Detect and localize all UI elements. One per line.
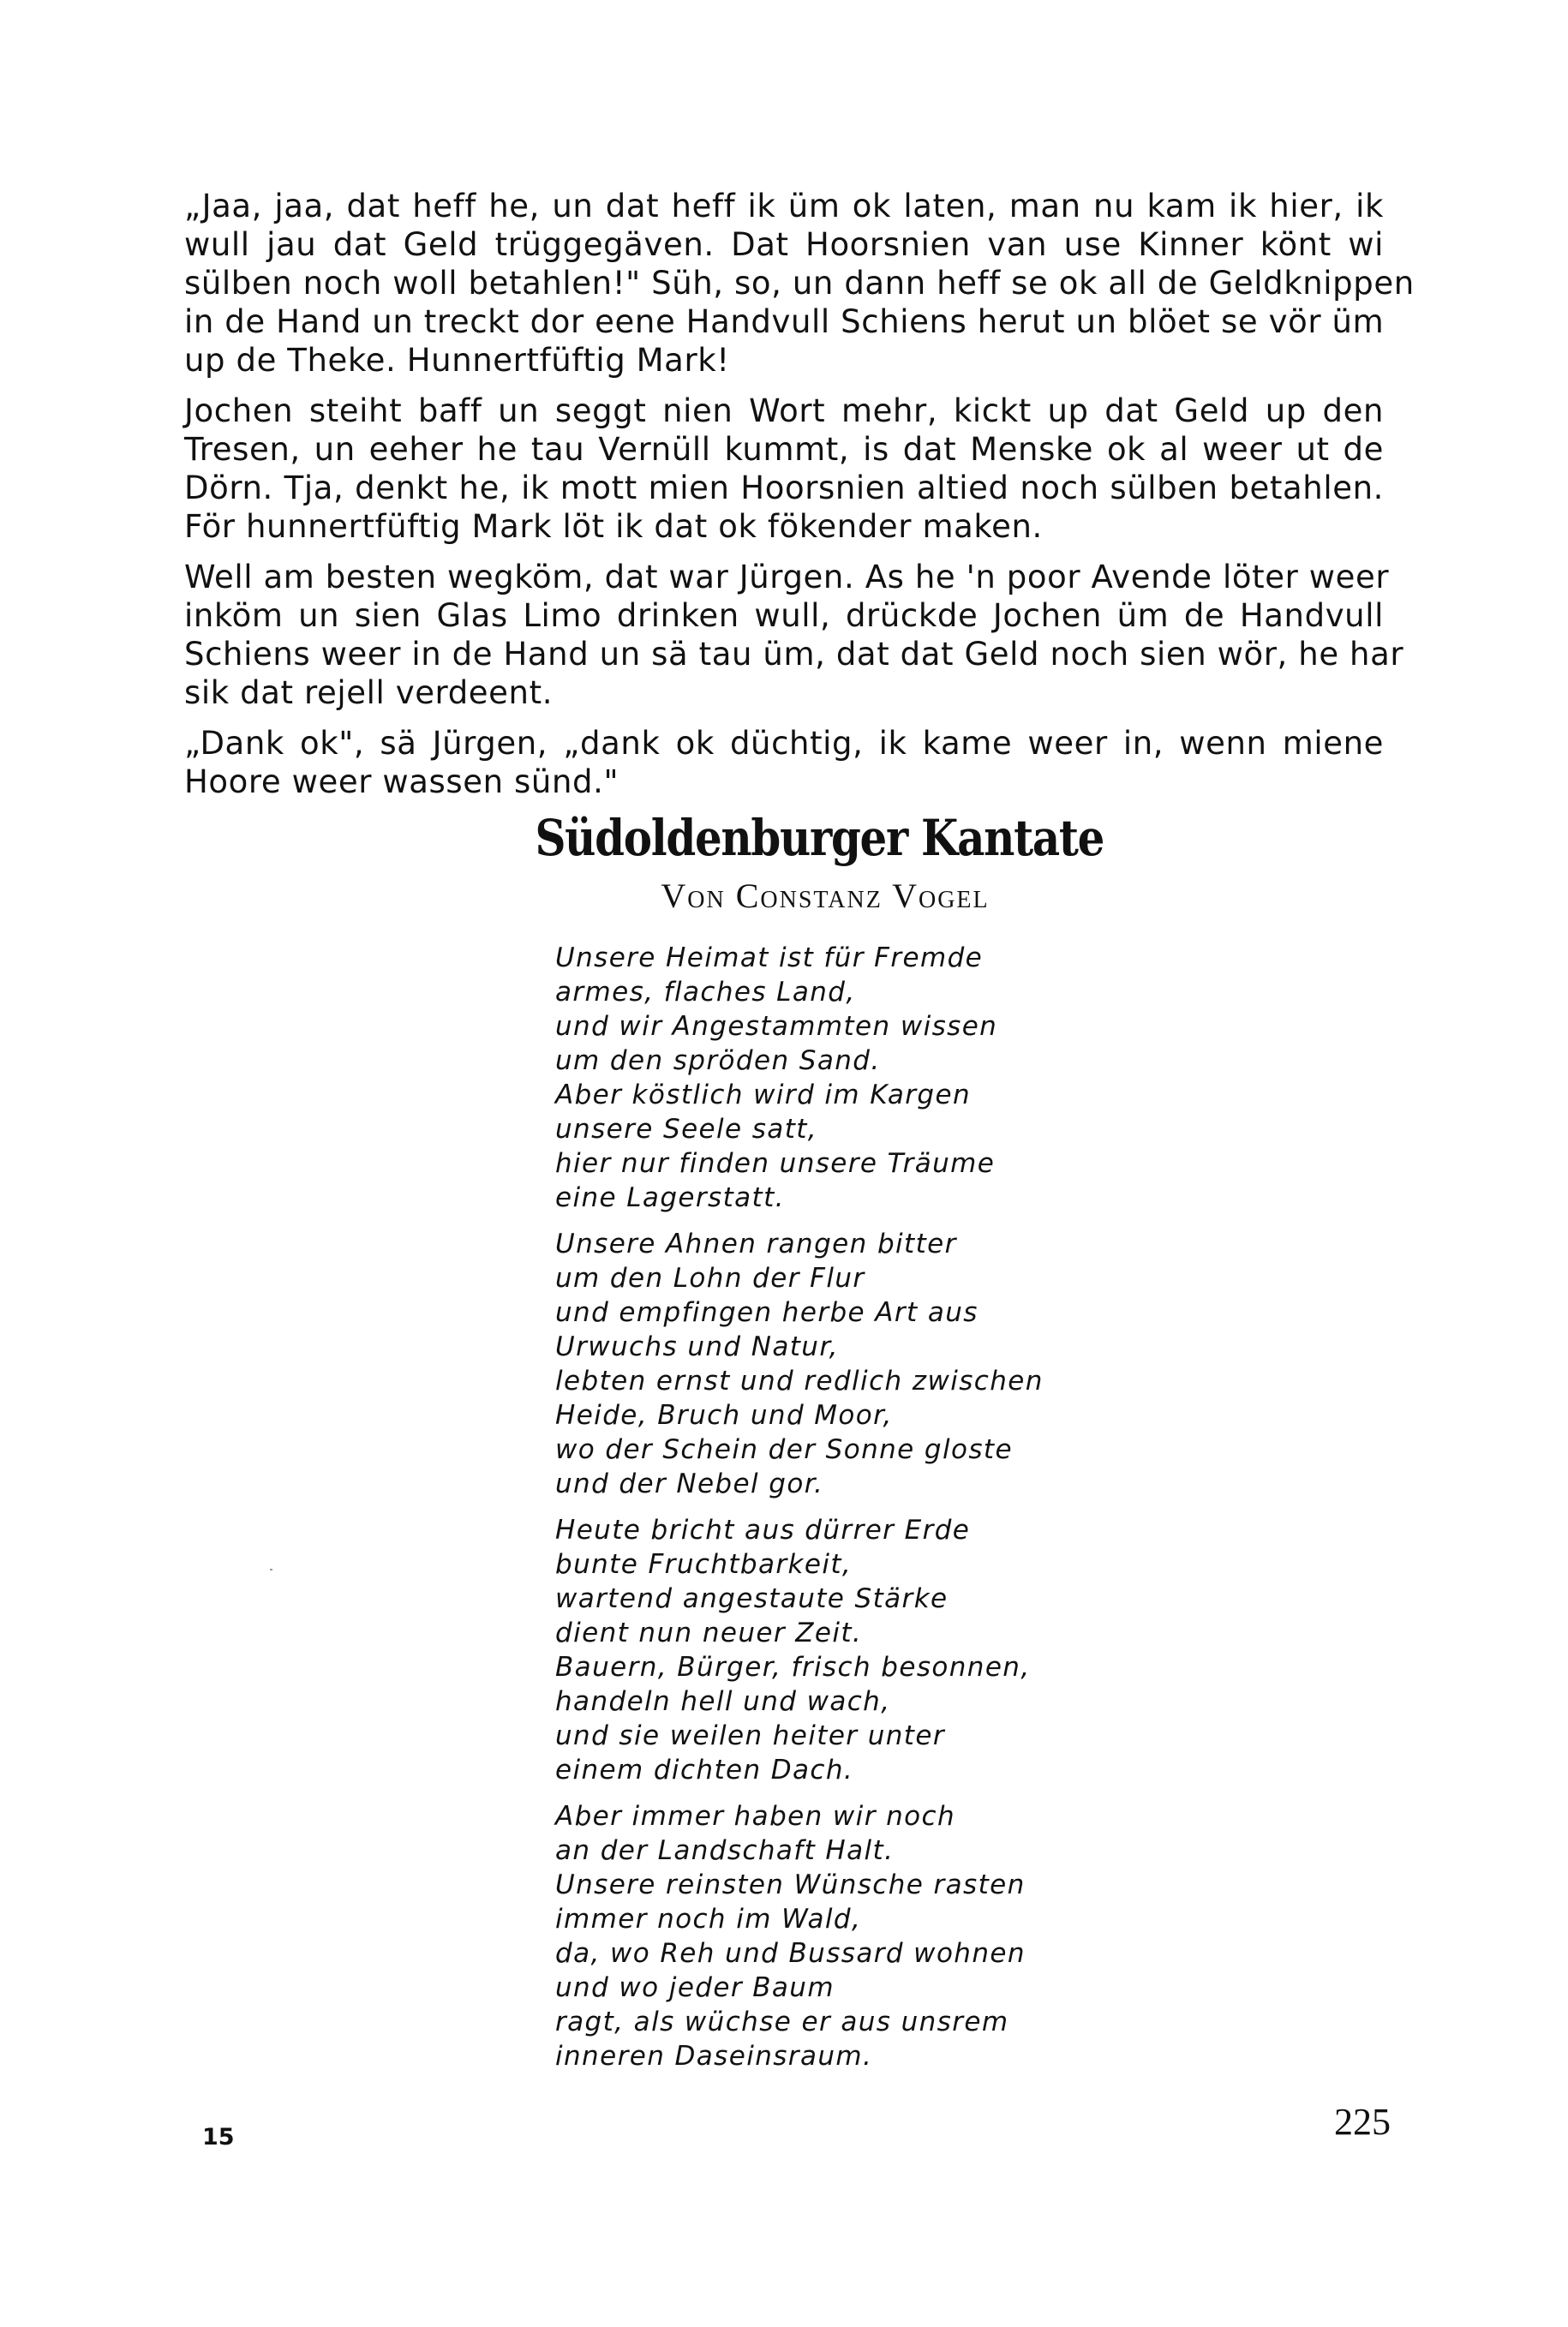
- poem-body: [555, 941, 1069, 2085]
- verse-line: immer noch im Wald,: [555, 1904, 862, 1935]
- verse-line: da, wo Reh und Bussard wohnen: [555, 1938, 1026, 1969]
- paragraph: [184, 724, 1384, 801]
- verse-line: eine Lagerstatt.: [555, 1182, 785, 1213]
- verse-line: ragt, als wüchse er aus unsrem: [555, 2007, 1009, 2037]
- text-line: in de Hand un treckt dor eene Handvull Schiens herut un blöet se vör üm: [184, 303, 1385, 340]
- verse-line: wartend angestaute Stärke: [555, 1583, 949, 1614]
- text-line: up de Theke. Hunnertfüftig Mark!: [184, 342, 730, 379]
- verse-line: Urwuchs und Natur,: [555, 1331, 839, 1362]
- text-line: Hoore weer wassen sünd.": [184, 763, 619, 800]
- paragraph: [184, 392, 1384, 546]
- verse-line: handeln hell und wach,: [555, 1686, 891, 1717]
- text-line: Jochen steiht baff un seggt nien Wort mehr, kickt up dat Geld up den: [184, 392, 1384, 429]
- poem-title: Südoldenburger Kantate: [535, 809, 1104, 867]
- verse-line: wo der Schein der Sonne gloste: [555, 1434, 1013, 1465]
- text-line: Schiens weer in de Hand un sä tau üm, dat dat Geld noch sien wör, he har: [184, 636, 1404, 673]
- verse-line: Unsere reinsten Wünsche rasten: [555, 1869, 1026, 1900]
- poem-stanza: [555, 1513, 1069, 1787]
- poem-stanza: [555, 941, 1069, 1215]
- verse-line: Unsere Heimat ist für Fremde: [555, 942, 984, 973]
- verse-line: und der Nebel gor.: [555, 1469, 824, 1499]
- signature-mark: 15: [202, 2124, 235, 2151]
- text-line: Dörn. Tja, denkt he, ik mott mien Hoorsnien altied noch sülben betahlen.: [184, 470, 1384, 506]
- print-speck: [270, 1569, 272, 1570]
- verse-line: bunte Fruchtbarkeit,: [555, 1549, 853, 1580]
- paragraph: [184, 187, 1415, 380]
- verse-line: unsere Seele satt,: [555, 1114, 818, 1145]
- verse-line: Bauern, Bürger, frisch besonnen,: [555, 1652, 1031, 1683]
- verse-line: einem dichten Dach.: [555, 1755, 854, 1786]
- text-line: wull jau dat Geld trüggegäven. Dat Hoorsnien van use Kinner könt wi: [184, 226, 1384, 263]
- verse-line: und wir Angestammten wissen: [555, 1011, 998, 1042]
- verse-line: Unsere Ahnen rangen bitter: [555, 1229, 957, 1259]
- text-line: „Jaa, jaa, dat heff he, un dat heff ik üm ok laten, man nu kam ik hier, ik: [184, 188, 1384, 224]
- verse-line: und sie weilen heiter unter: [555, 1720, 945, 1751]
- verse-line: und wo jeder Baum: [555, 1972, 835, 2003]
- verse-line: hier nur finden unsere Träume: [555, 1148, 996, 1179]
- poem-stanza: [555, 1799, 1069, 2073]
- paragraph: [184, 558, 1404, 712]
- verse-line: um den Lohn der Flur: [555, 1263, 865, 1294]
- verse-line: an der Landschaft Halt.: [555, 1835, 895, 1866]
- text-line: sik dat rejell verdeent.: [184, 674, 554, 711]
- verse-line: Aber immer haben wir noch: [555, 1801, 956, 1832]
- page-number: 225: [1334, 2101, 1391, 2143]
- verse-line: armes, flaches Land,: [555, 977, 856, 1008]
- text-line: „Dank ok", sä Jürgen, „dank ok düchtig, ik kame weer in, wenn miene: [184, 725, 1384, 762]
- verse-line: lebten ernst und redlich zwischen: [555, 1366, 1044, 1397]
- verse-line: dient nun neuer Zeit.: [555, 1618, 863, 1648]
- verse-line: Heute bricht aus dürrer Erde: [555, 1515, 971, 1546]
- verse-line: inneren Daseinsraum.: [555, 2041, 873, 2072]
- text-line: sülben noch woll betahlen!" Süh, so, un dann heff se ok all de Geldknippen: [184, 265, 1415, 302]
- text-line: För hunnertfüftig Mark löt ik dat ok fökender maken.: [184, 508, 1043, 545]
- text-line: Tresen, un eeher he tau Vernüll kummt, is dat Menske ok al weer ut de: [184, 431, 1384, 468]
- text-line: Well am besten wegköm, dat war Jürgen. As he 'n poor Avende löter weer: [184, 559, 1390, 595]
- prose-section: [184, 187, 1415, 813]
- verse-line: und empfingen herbe Art aus: [555, 1297, 979, 1328]
- poem-author: Von Constanz Vogel: [661, 876, 990, 915]
- verse-line: um den spröden Sand.: [555, 1045, 881, 1076]
- verse-line: Aber köstlich wird im Kargen: [555, 1080, 972, 1110]
- verse-line: Heide, Bruch und Moor,: [555, 1400, 893, 1431]
- text-line: inköm un sien Glas Limo drinken wull, drückde Jochen üm de Handvull: [184, 597, 1384, 634]
- poem-stanza: [555, 1227, 1069, 1501]
